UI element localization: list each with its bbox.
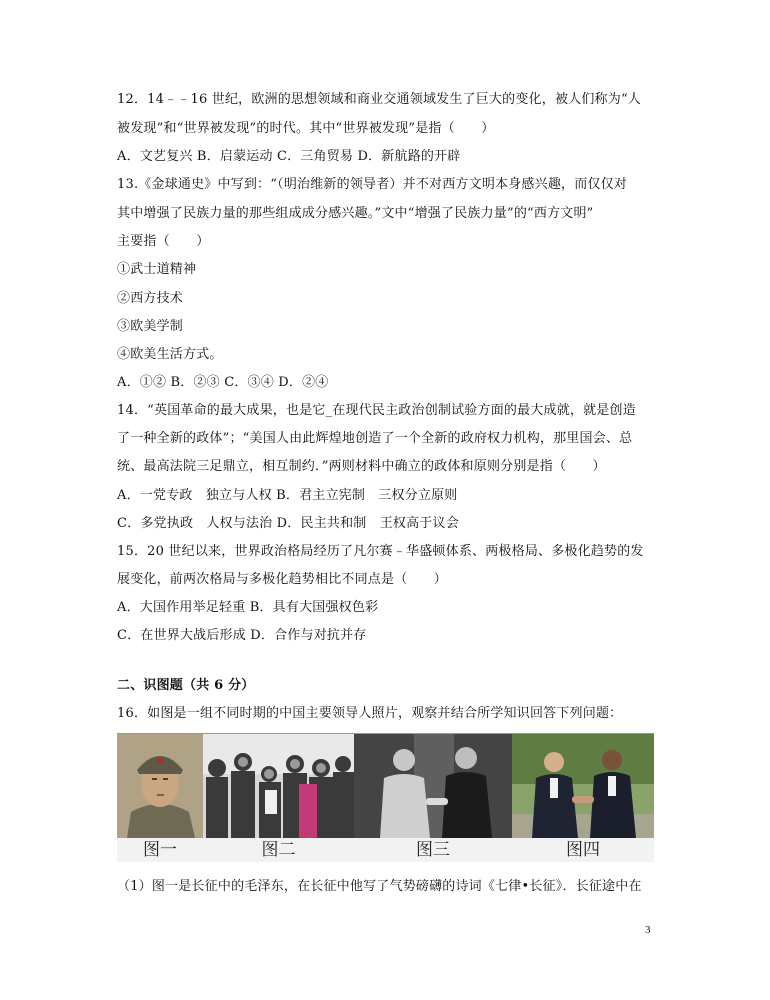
q13-item-4: ④欧美生活方式。 bbox=[117, 347, 223, 362]
photo-1-image bbox=[117, 734, 203, 838]
section-title: 二、识图题（共 6 分） bbox=[117, 678, 255, 693]
page-number: 3 bbox=[645, 924, 651, 936]
q16-sub1: （1）图一是长征中的毛泽东，在长征中他写了气势磅礴的诗词《七律•长征》．长征途中在 bbox=[117, 879, 642, 894]
q13-item-3: ③欧美学制 bbox=[117, 319, 184, 334]
q15-options-2: C．在世界大战后形成 D．合作与对抗并存 bbox=[117, 628, 367, 643]
q13-options: A．①② B．②③ C．③④ D．②④ bbox=[117, 375, 329, 390]
photo-label-1: 图一 bbox=[117, 838, 203, 862]
photo-label-4: 图四 bbox=[512, 838, 654, 862]
q16-intro: 16．如图是一组不同时期的中国主要领导人照片，观察并结合所学知识回答下列问题： bbox=[117, 706, 623, 721]
q13-line-3: 主要指（ ） bbox=[117, 234, 210, 249]
q14-line-2: 了一种全新的政体”；“美国人由此辉煌地创造了一个全新的政府权力机构，那里国会、总 bbox=[117, 431, 633, 446]
q14-line-3: 统、最高法院三足鼎立，相互制约．”两则材料中确立的政体和原则分别是指（ ） bbox=[117, 459, 606, 474]
q13-item-1: ①武士道精神 bbox=[117, 262, 197, 277]
q12-line-1: 12．14﹣﹣16 世纪，欧洲的思想领域和商业交通领域发生了巨大的变化，被人们称为“人 bbox=[117, 92, 642, 107]
q13-line-2: 其中增强了民族力量的那些组成成分感兴趣。”文中“增强了民族力量”的“西方文明” bbox=[117, 206, 594, 221]
leader-photo-strip bbox=[117, 733, 654, 862]
photo-3-image bbox=[354, 734, 512, 838]
q15-options-1: A．大国作用举足轻重 B．具有大国强权色彩 bbox=[117, 600, 379, 615]
photo-3 bbox=[354, 734, 512, 862]
photo-2 bbox=[203, 734, 354, 862]
photo-1 bbox=[117, 734, 203, 862]
q13-item-2: ②西方技术 bbox=[117, 291, 184, 306]
q14-line-1: 14．“英国革命的最大成果，也是它_在现代民主政治创制试验方面的最大成就，就是创造 bbox=[117, 403, 636, 418]
photo-label-2: 图二 bbox=[203, 838, 354, 862]
photo-2-image bbox=[203, 734, 354, 838]
q12-line-2: 被发现”和“世界被发现”的时代。其中“世界被发现”是指（ ） bbox=[117, 121, 495, 136]
q12-options: A．文艺复兴 B．启蒙运动 C．三角贸易 D．新航路的开辟 bbox=[117, 149, 461, 164]
photo-label-3: 图三 bbox=[354, 838, 512, 862]
photo-4 bbox=[512, 734, 654, 862]
photo-4-image bbox=[512, 734, 654, 838]
q13-line-1: 13.《金球通史》中写到：“（明治维新的领导者）并不对西方文明本身感兴趣，而仅仅对 bbox=[117, 177, 628, 192]
q14-options-1: A．一党专政 独立与人权 B．君主立宪制 三权分立原则 bbox=[117, 488, 458, 503]
q15-line-1: 15．20 世纪以来，世界政治格局经历了凡尔赛﹣华盛顿体系、两极格局、多极化趋势的发 bbox=[117, 544, 644, 559]
q14-options-2: C．多党执政 人权与法治 D．民主共和制 王权高于议会 bbox=[117, 516, 459, 531]
q15-line-2: 展变化，前两次格局与多极化趋势相比不同点是（ ） bbox=[117, 572, 448, 587]
